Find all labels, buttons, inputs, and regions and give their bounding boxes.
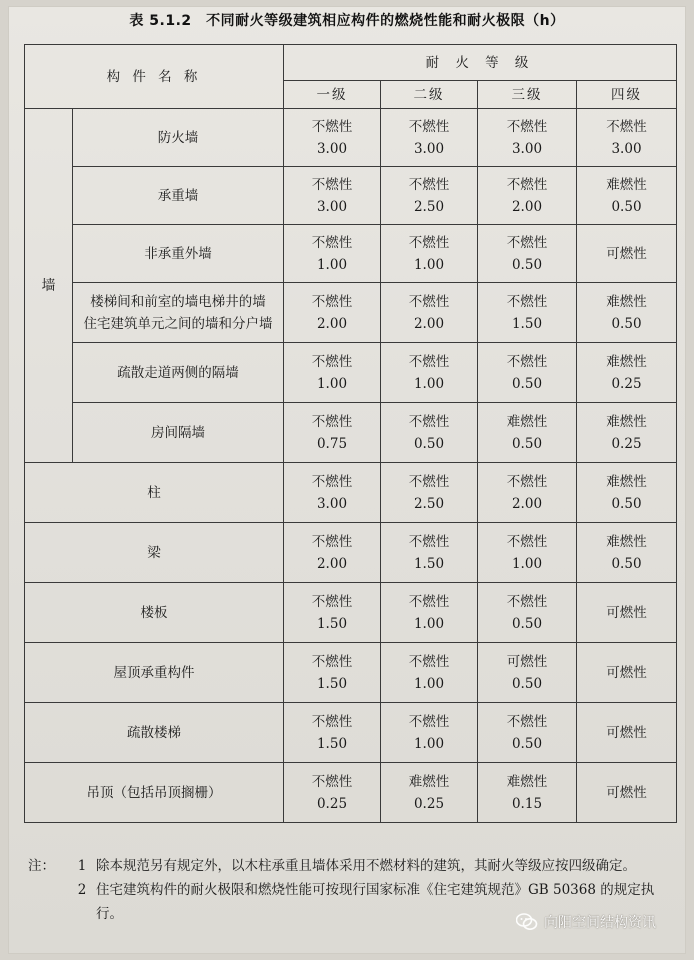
note-prefix-spacer [28,878,68,926]
cell-type: 不燃性 [506,713,548,730]
cell-hours: 0.25 [413,795,445,812]
cell-hours: 2.00 [511,495,543,512]
cell-type: 可燃性 [606,784,647,801]
table-cell [381,109,478,167]
cell-type: 不燃性 [311,713,353,730]
cell-hours: 0.50 [413,435,445,452]
cell-hours: 3.00 [511,140,543,157]
cell-hours: 3.00 [316,198,348,215]
table-cell [478,583,577,643]
row-name: 楼板 [25,583,284,643]
cell-type: 不燃性 [506,234,548,251]
table-cell [284,523,381,583]
fire-resistance-table [24,44,677,823]
row-name: 疏散楼梯 [25,703,284,763]
header-grade-1: 一级 [284,81,381,109]
cell-type: 不燃性 [408,593,450,610]
header-fire-grade: 耐 火 等 级 [284,45,677,81]
row-name: 承重墙 [73,167,284,225]
cell-hours: 2.50 [413,198,445,215]
table-cell [478,523,577,583]
cell-hours: 1.00 [413,615,445,632]
cell-type: 难燃性 [606,473,647,490]
table-cell [284,463,381,523]
cell-hours: 0.50 [611,555,642,572]
table-cell [478,283,577,343]
table-title: 表 5.1.2 不同耐火等级建筑相应构件的燃烧性能和耐火极限（h） [129,13,565,29]
table-cell [284,109,381,167]
cell-hours: 1.00 [413,675,445,692]
cell-hours: 0.50 [511,435,543,452]
cell-type: 难燃性 [606,293,647,310]
cell-type: 不燃性 [311,533,353,550]
row-name: 柱 [25,463,284,523]
table-cell [478,763,577,823]
table-cell [284,703,381,763]
cell-hours: 0.50 [511,735,543,752]
cell-hours: 3.00 [611,140,642,157]
cell-hours: 0.50 [511,615,543,632]
header-grade-4: 四级 [577,81,677,109]
note-prefix: 注： [28,858,55,874]
cell-type: 不燃性 [311,413,353,430]
cell-type: 不燃性 [408,533,450,550]
cell-type: 不燃性 [408,413,450,430]
table-cell [577,225,677,283]
table-cell [381,225,478,283]
table-cell [478,167,577,225]
watermark-text: 向阳空间结构资讯 [544,915,656,931]
table-cell [577,643,677,703]
cell-type: 不燃性 [408,473,450,490]
cell-hours: 1.50 [316,735,348,752]
table-cell [478,403,577,463]
cell-hours: 1.00 [413,735,445,752]
cell-hours: 1.50 [511,315,543,332]
cell-type: 难燃性 [606,533,647,550]
header-grade-2: 二级 [381,81,478,109]
table-cell [577,403,677,463]
cell-hours: 1.50 [316,675,348,692]
row-name: 非承重外墙 [73,225,284,283]
table-cell [478,225,577,283]
table-cell [478,343,577,403]
cell-hours: 1.50 [413,555,445,572]
table-cell [577,109,677,167]
row-name-line-1: 楼梯间和前室的墙电梯井的墙 [90,293,266,310]
cell-hours: 0.25 [611,375,642,392]
cell-hours: 0.50 [611,495,642,512]
table-cell [284,167,381,225]
row-name: 梁 [25,523,284,583]
table-cell [381,703,478,763]
cell-type: 不燃性 [506,353,548,370]
table-cell [284,343,381,403]
cell-hours: 1.00 [316,256,348,273]
cell-type: 不燃性 [311,234,353,251]
cell-type: 不燃性 [311,118,353,135]
table-cell [577,463,677,523]
row-name: 疏散走道两侧的隔墙 [73,343,284,403]
cell-type: 不燃性 [311,773,353,790]
cell-type: 不燃性 [311,653,353,670]
table-cell [284,643,381,703]
table-cell [381,583,478,643]
note-text: 住宅建筑构件的耐火极限和燃烧性能可按现行国家标准《住宅建筑规范》GB 50368 的规定执行。 [96,882,655,922]
row-name: 吊顶（包括吊顶搁栅） [25,763,284,823]
note-item [28,854,678,878]
cell-hours: 0.50 [511,256,543,273]
cell-type: 可燃性 [506,653,548,670]
document-page [8,6,686,954]
cell-hours: 3.00 [413,140,445,157]
cell-type: 可燃性 [606,245,647,262]
cell-type: 不燃性 [408,713,450,730]
cell-type: 不燃性 [506,473,548,490]
table-cell [381,167,478,225]
table-cell [478,643,577,703]
cell-hours: 2.50 [413,495,445,512]
table-cell [577,523,677,583]
cell-type: 不燃性 [408,293,450,310]
cell-type: 不燃性 [408,653,450,670]
cell-type: 不燃性 [311,353,353,370]
cell-type: 难燃性 [506,413,548,430]
cell-type: 不燃性 [408,353,450,370]
cell-hours: 0.50 [511,375,543,392]
cell-hours: 0.75 [316,435,348,452]
cell-hours: 2.00 [316,555,348,572]
cell-type: 不燃性 [506,593,548,610]
cell-hours: 1.50 [316,615,348,632]
note-text: 除本规范另有规定外，以木柱承重且墙体采用不燃材料的建筑，其耐火等级应按四级确定。 [96,858,636,874]
cell-type: 难燃性 [606,176,647,193]
cell-type: 难燃性 [606,353,647,370]
cell-type: 难燃性 [408,773,450,790]
row-name-line-2: 住宅建筑单元之间的墙和分户墙 [83,315,273,332]
cell-hours: 0.50 [511,675,543,692]
table-cell [577,343,677,403]
header-component-name: 构 件 名 称 [25,45,284,109]
cell-hours: 0.50 [611,315,642,332]
table-cell [284,283,381,343]
wechat-icon [516,913,538,931]
cell-type: 难燃性 [506,773,548,790]
table-cell [284,763,381,823]
wall-group-label: 墙 [25,109,73,463]
cell-hours: 2.00 [413,315,445,332]
cell-type: 不燃性 [311,293,353,310]
cell-type: 不燃性 [506,118,548,135]
header-grade-3: 三级 [478,81,577,109]
cell-hours: 2.00 [511,198,543,215]
table-cell [478,463,577,523]
table-cell [381,463,478,523]
cell-type: 不燃性 [408,234,450,251]
row-name: 防火墙 [73,109,284,167]
table-cell [284,583,381,643]
table-cell [577,763,677,823]
row-name: 屋顶承重构件 [25,643,284,703]
cell-hours: 3.00 [316,140,348,157]
cell-type: 不燃性 [506,293,548,310]
note-number: 2 [77,882,87,898]
cell-hours: 0.25 [316,795,348,812]
cell-hours: 1.00 [413,256,445,273]
cell-type: 不燃性 [506,176,548,193]
table-cell [577,703,677,763]
table-cell [478,703,577,763]
table-cell [381,403,478,463]
table-cell [577,283,677,343]
cell-type: 不燃性 [311,473,353,490]
row-name: 房间隔墙 [73,403,284,463]
table-cell [381,763,478,823]
cell-type: 不燃性 [311,593,353,610]
cell-hours: 2.00 [316,315,348,332]
cell-type: 不燃性 [606,118,647,135]
cell-type: 不燃性 [408,176,450,193]
row-name [73,283,284,343]
table-cell [284,403,381,463]
cell-hours: 0.50 [611,198,642,215]
cell-hours: 1.00 [511,555,543,572]
cell-type: 可燃性 [606,664,647,681]
table-cell [381,343,478,403]
table-cell [284,225,381,283]
table-cell [381,523,478,583]
cell-type: 不燃性 [506,533,548,550]
cell-type: 不燃性 [408,118,450,135]
watermark [516,912,656,932]
note-number: 1 [77,858,87,874]
table-cell [478,109,577,167]
cell-hours: 0.15 [511,795,543,812]
table-cell [577,167,677,225]
cell-hours: 0.25 [611,435,642,452]
cell-hours: 1.00 [316,375,348,392]
table-cell [381,283,478,343]
cell-hours: 1.00 [413,375,445,392]
table-cell [381,643,478,703]
cell-type: 可燃性 [606,724,647,741]
cell-type: 可燃性 [606,604,647,621]
table-cell [577,583,677,643]
cell-type: 难燃性 [606,413,647,430]
cell-hours: 3.00 [316,495,348,512]
cell-type: 不燃性 [311,176,353,193]
